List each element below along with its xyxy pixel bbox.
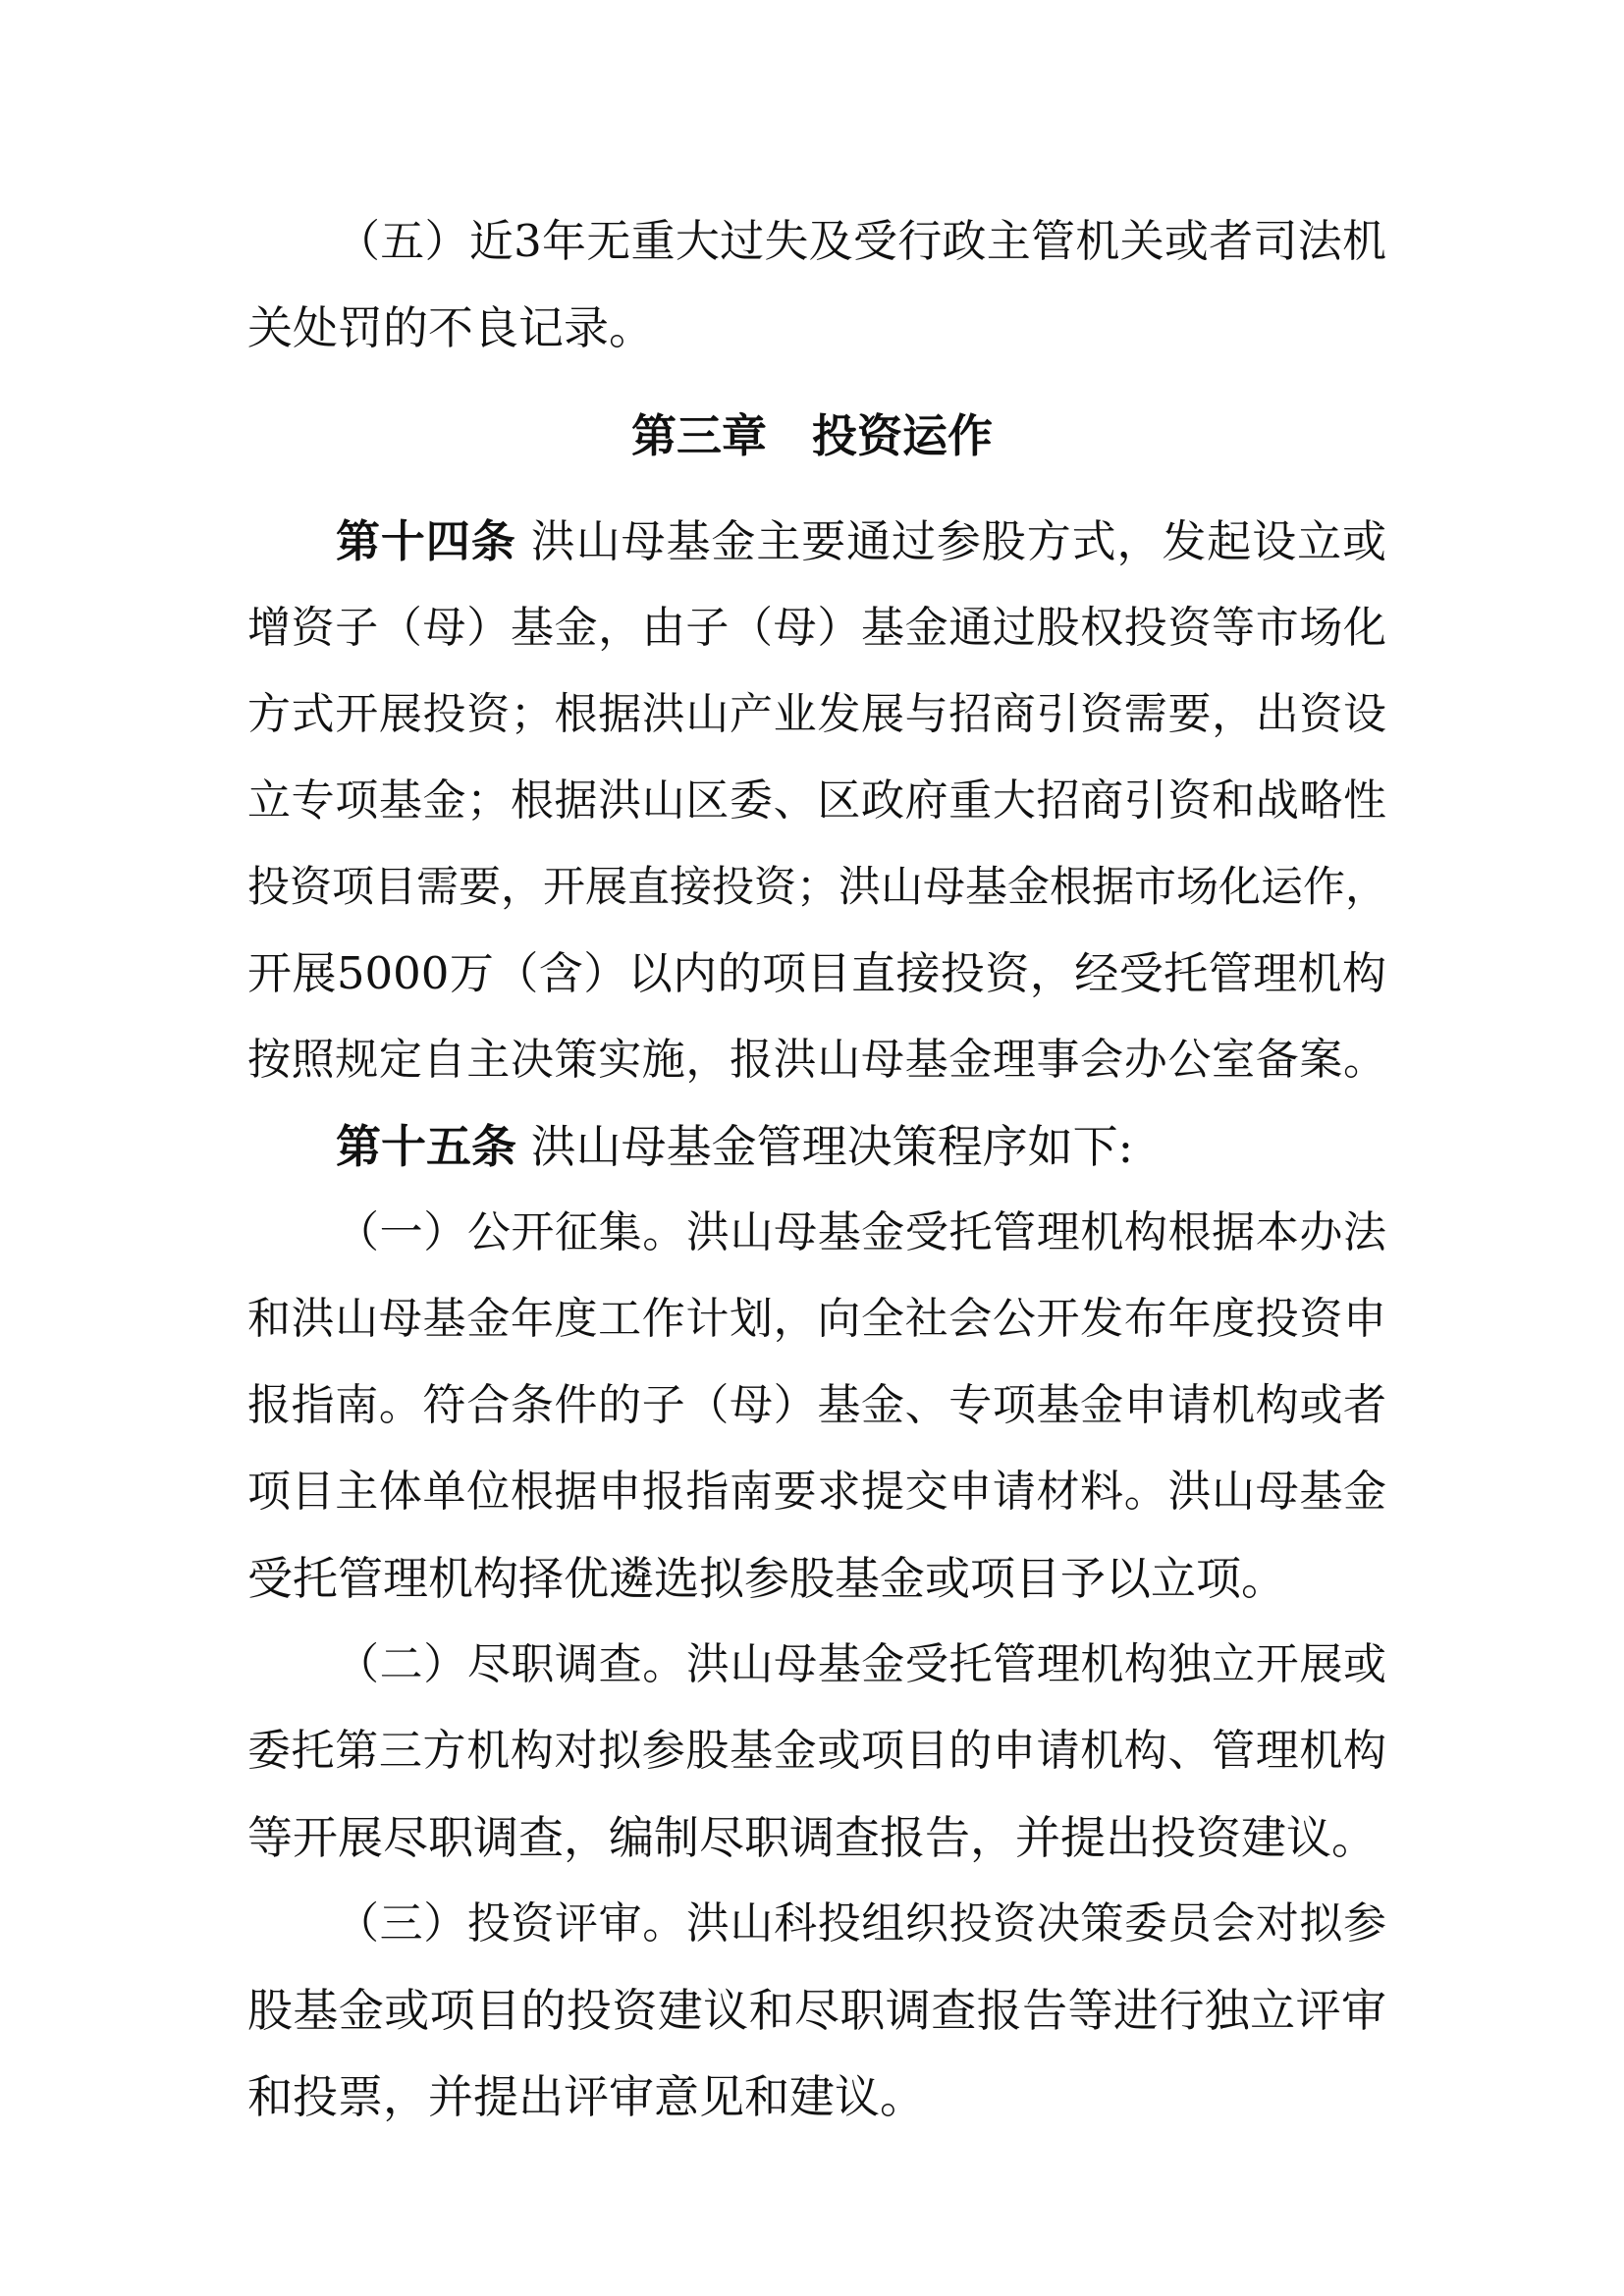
step-3-line-3: 和投票，并提出评审意见和建议。: [247, 2070, 925, 2123]
step-1-line-1: （一）公开征集。洪山母基金受托管理机构根据本办法: [336, 1207, 1386, 1257]
step-1-line-4: 项目主体单位根据申报指南要求提交申请材料。洪山母基金: [247, 1467, 1386, 1517]
step-2-line-2: 委托第三方机构对拟参股基金或项目的申请机构、管理机构: [247, 1726, 1386, 1776]
article-14-line-2: 增资子（母）基金，由子（母）基金通过股权投资等市场化: [247, 603, 1386, 653]
article-14-line-7: 按照规定自主决策实施，报洪山母基金理事会办公室备案。: [247, 1035, 1386, 1085]
article-14-line-4: 立专项基金；根据洪山区委、区政府重大招商引资和战略性: [247, 775, 1386, 826]
article-14-label: 第十四条: [336, 515, 516, 567]
chapter-title: 第三章 投资运作: [631, 409, 993, 462]
item-5-line-2: 关处罚的不良记录。: [247, 301, 654, 354]
article-15-label: 第十五条: [336, 1120, 516, 1173]
step-2-line-1: （二）尽职调查。洪山母基金受托管理机构独立开展或: [336, 1639, 1386, 1689]
item-5-line-1: （五）近3年无重大过失及受行政主管机关或者司法机: [336, 215, 1386, 267]
article-14-line-5: 投资项目需要，开展直接投资；洪山母基金根据市场化运作，: [247, 863, 1387, 912]
step-1-line-5: 受托管理机构择优遴选拟参股基金或项目予以立项。: [247, 1552, 1286, 1605]
article-14-line-1: [336, 499, 1386, 585]
step-1-line-2: 和洪山母基金年度工作计划，向全社会公开发布年度投资申: [247, 1294, 1386, 1344]
article-14-text-1: 洪山母基金主要通过参股方式，发起设立或: [515, 515, 1386, 567]
article-14-line-3: 方式开展投资；根据洪山产业发展与招商引资需要，出资设: [247, 689, 1386, 739]
article-15-line-1: [336, 1103, 1386, 1190]
article-15-text-1: 洪山母基金管理决策程序如下:: [516, 1120, 1134, 1173]
article-14-line-6: 开展5000万（含）以内的项目直接投资，经受托管理机构: [247, 947, 1386, 999]
step-3-line-2: 股基金或项目的投资建议和尽职调查报告等进行独立评审: [247, 1984, 1386, 2037]
step-3-line-1: （三）投资评审。洪山科投组织投资决策委员会对拟参: [336, 1898, 1386, 1949]
step-2-line-3: 等开展尽职调查，编制尽职调查报告，并提出投资建议。: [247, 1811, 1377, 1864]
step-1-line-3: 报指南。符合条件的子（母）基金、专项基金申请机构或者: [247, 1380, 1386, 1430]
